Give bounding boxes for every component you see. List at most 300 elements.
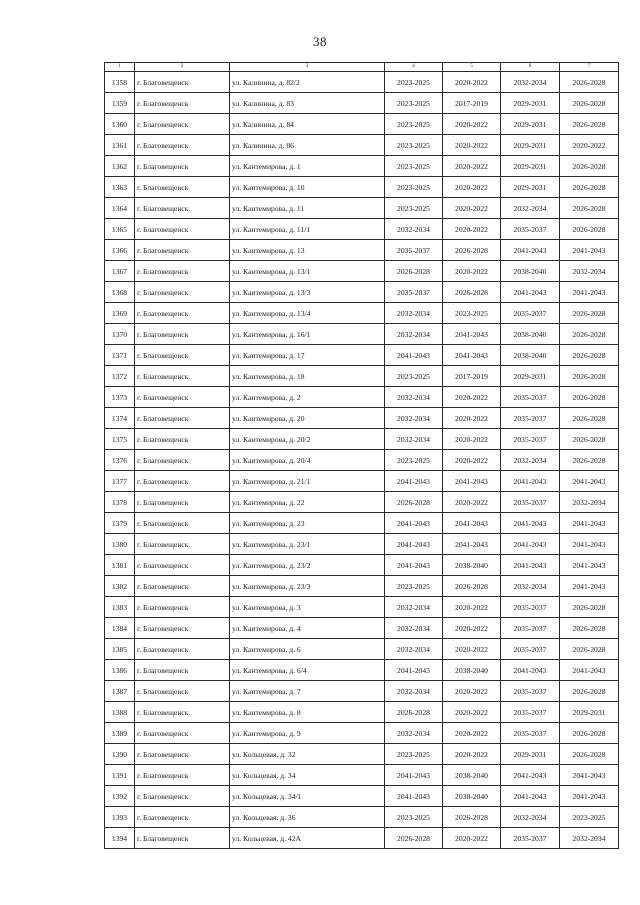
period-cell: 2035-2037: [501, 681, 560, 702]
row-number: 1382: [105, 576, 135, 597]
table-row: [105, 639, 619, 660]
period-cell: 2041-2043: [385, 513, 443, 534]
address-cell: ул. Кольцевая, д. 42А: [230, 828, 385, 849]
period-cell: 2041-2043: [560, 555, 619, 576]
period-cell: 2041-2043: [560, 660, 619, 681]
period-cell: 2032-2034: [385, 618, 443, 639]
period-cell: 2023-2025: [385, 135, 443, 156]
row-number: 1361: [105, 135, 135, 156]
period-cell: 2026-2028: [385, 261, 443, 282]
table-row: [105, 513, 619, 534]
period-cell: 2026-2028: [560, 723, 619, 744]
table-row: [105, 366, 619, 387]
row-number: 1363: [105, 177, 135, 198]
period-cell: 2032-2034: [501, 72, 560, 93]
table-row: [105, 702, 619, 723]
period-cell: 2041-2043: [385, 660, 443, 681]
period-cell: 2035-2037: [501, 828, 560, 849]
address-cell: ул. Кантемирова, д. 10: [230, 177, 385, 198]
period-cell: 2041-2043: [560, 471, 619, 492]
row-number: 1371: [105, 345, 135, 366]
city-cell: г. Благовещенск: [135, 72, 230, 93]
period-cell: 2026-2028: [560, 324, 619, 345]
period-cell: 2020-2022: [443, 828, 501, 849]
period-cell: 2041-2043: [385, 786, 443, 807]
address-cell: ул. Кольцевая, д. 36: [230, 807, 385, 828]
row-number: 1391: [105, 765, 135, 786]
row-number: 1387: [105, 681, 135, 702]
period-cell: 2026-2028: [560, 93, 619, 114]
period-cell: 2032-2034: [385, 324, 443, 345]
table-row: [105, 177, 619, 198]
period-cell: 2026-2028: [443, 807, 501, 828]
period-cell: 2026-2028: [560, 156, 619, 177]
period-cell: 2023-2025: [385, 366, 443, 387]
address-cell: ул. Кольцевая, д. 34: [230, 765, 385, 786]
period-cell: 2026-2028: [560, 198, 619, 219]
address-cell: ул. Калинина, д. 84: [230, 114, 385, 135]
table-row: [105, 303, 619, 324]
period-cell: 2020-2022: [443, 156, 501, 177]
table-row: [105, 72, 619, 93]
period-cell: 2032-2034: [501, 198, 560, 219]
table-row: [105, 240, 619, 261]
row-number: 1364: [105, 198, 135, 219]
period-cell: 2023-2025: [385, 72, 443, 93]
table-row: [105, 429, 619, 450]
period-cell: 2020-2022: [443, 597, 501, 618]
period-cell: 2041-2043: [560, 765, 619, 786]
period-cell: 2026-2028: [560, 681, 619, 702]
table-row: [105, 681, 619, 702]
row-number: 1360: [105, 114, 135, 135]
city-cell: г. Благовещенск: [135, 303, 230, 324]
period-cell: 2035-2037: [501, 618, 560, 639]
table-row: [105, 156, 619, 177]
address-cell: ул. Кантемирова, д. 20/2: [230, 429, 385, 450]
address-cell: ул. Кантемирова, д. 13/1: [230, 261, 385, 282]
period-cell: 2023-2025: [385, 156, 443, 177]
row-number: 1380: [105, 534, 135, 555]
city-cell: г. Благовещенск: [135, 765, 230, 786]
address-cell: ул. Кантемирова, д. 1: [230, 156, 385, 177]
period-cell: 2032-2034: [385, 387, 443, 408]
period-cell: 2035-2037: [501, 639, 560, 660]
address-cell: ул. Калинина, д. 83: [230, 93, 385, 114]
city-cell: г. Благовещенск: [135, 660, 230, 681]
period-cell: 2020-2022: [443, 492, 501, 513]
housing-repair-schedule-table: [104, 62, 619, 849]
row-number: 1389: [105, 723, 135, 744]
period-cell: 2041-2043: [501, 765, 560, 786]
period-cell: 2020-2022: [443, 219, 501, 240]
address-cell: ул. Кантемирова, д. 18: [230, 366, 385, 387]
period-cell: 2038-2040: [443, 765, 501, 786]
city-cell: г. Благовещенск: [135, 534, 230, 555]
table-row: [105, 345, 619, 366]
address-cell: ул. Кантемирова, д. 22: [230, 492, 385, 513]
table-row: [105, 387, 619, 408]
period-cell: 2023-2025: [385, 450, 443, 471]
table-row: [105, 198, 619, 219]
city-cell: г. Благовещенск: [135, 681, 230, 702]
period-cell: 2020-2022: [443, 72, 501, 93]
table-row: [105, 555, 619, 576]
period-cell: 2026-2028: [560, 450, 619, 471]
column-number: 4: [385, 63, 443, 72]
column-number: 3: [230, 63, 385, 72]
period-cell: 2032-2034: [501, 450, 560, 471]
period-cell: 2020-2022: [443, 429, 501, 450]
period-cell: 2035-2037: [501, 702, 560, 723]
period-cell: 2032-2034: [385, 597, 443, 618]
period-cell: 2032-2034: [560, 261, 619, 282]
address-cell: ул. Калинина, д. 82/2: [230, 72, 385, 93]
period-cell: 2041-2043: [385, 765, 443, 786]
city-cell: г. Благовещенск: [135, 450, 230, 471]
period-cell: 2026-2028: [560, 345, 619, 366]
period-cell: 2038-2040: [443, 660, 501, 681]
city-cell: г. Благовещенск: [135, 156, 230, 177]
period-cell: 2023-2025: [443, 303, 501, 324]
period-cell: 2041-2043: [501, 240, 560, 261]
period-cell: 2026-2028: [560, 219, 619, 240]
period-cell: 2035-2037: [501, 597, 560, 618]
period-cell: 2029-2031: [501, 135, 560, 156]
table-row: [105, 660, 619, 681]
address-cell: ул. Кантемирова, д. 13/4: [230, 303, 385, 324]
period-cell: 2017-2019: [443, 366, 501, 387]
row-number: 1390: [105, 744, 135, 765]
city-cell: г. Благовещенск: [135, 240, 230, 261]
period-cell: 2041-2043: [560, 534, 619, 555]
row-number: 1378: [105, 492, 135, 513]
period-cell: 2032-2034: [385, 429, 443, 450]
period-cell: 2023-2025: [385, 807, 443, 828]
address-cell: ул. Кантемирова, д. 23: [230, 513, 385, 534]
table-row: [105, 471, 619, 492]
table-row: [105, 492, 619, 513]
row-number: 1392: [105, 786, 135, 807]
table-row: [105, 135, 619, 156]
row-number: 1372: [105, 366, 135, 387]
city-cell: г. Благовещенск: [135, 723, 230, 744]
period-cell: 2026-2028: [560, 366, 619, 387]
period-cell: 2023-2025: [385, 576, 443, 597]
period-cell: 2032-2034: [560, 828, 619, 849]
period-cell: 2029-2031: [501, 744, 560, 765]
city-cell: г. Благовещенск: [135, 408, 230, 429]
page-number: 38: [313, 34, 327, 49]
address-cell: ул. Кольцевая, д. 32: [230, 744, 385, 765]
period-cell: 2038-2040: [443, 555, 501, 576]
period-cell: 2020-2022: [443, 639, 501, 660]
city-cell: г. Благовещенск: [135, 282, 230, 303]
row-number: 1375: [105, 429, 135, 450]
period-cell: 2041-2043: [560, 576, 619, 597]
period-cell: 2041-2043: [443, 345, 501, 366]
table-row: [105, 282, 619, 303]
period-cell: 2023-2025: [385, 177, 443, 198]
period-cell: 2026-2028: [560, 72, 619, 93]
row-number: 1358: [105, 72, 135, 93]
row-number: 1388: [105, 702, 135, 723]
period-cell: 2041-2043: [443, 471, 501, 492]
period-cell: 2035-2037: [385, 240, 443, 261]
period-cell: 2023-2025: [560, 807, 619, 828]
city-cell: г. Благовещенск: [135, 618, 230, 639]
address-cell: ул. Кантемирова, д. 11: [230, 198, 385, 219]
address-cell: ул. Кантемирова, д. 6/4: [230, 660, 385, 681]
row-number: 1376: [105, 450, 135, 471]
period-cell: 2020-2022: [443, 702, 501, 723]
row-number: 1393: [105, 807, 135, 828]
period-cell: 2026-2028: [385, 702, 443, 723]
period-cell: 2035-2037: [501, 303, 560, 324]
period-cell: 2026-2028: [560, 597, 619, 618]
row-number: 1394: [105, 828, 135, 849]
city-cell: г. Благовещенск: [135, 114, 230, 135]
period-cell: 2041-2043: [385, 534, 443, 555]
period-cell: 2032-2034: [385, 303, 443, 324]
city-cell: г. Благовещенск: [135, 786, 230, 807]
period-cell: 2032-2034: [560, 492, 619, 513]
city-cell: г. Благовещенск: [135, 639, 230, 660]
address-cell: ул. Кантемирова, д. 6: [230, 639, 385, 660]
table-row: [105, 450, 619, 471]
period-cell: 2041-2043: [560, 282, 619, 303]
period-cell: 2020-2022: [443, 681, 501, 702]
period-cell: 2026-2028: [443, 576, 501, 597]
period-cell: 2026-2028: [560, 114, 619, 135]
column-number: 2: [135, 63, 230, 72]
address-cell: ул. Кантемирова, д. 23/3: [230, 576, 385, 597]
period-cell: 2026-2028: [560, 303, 619, 324]
city-cell: г. Благовещенск: [135, 93, 230, 114]
period-cell: 2026-2028: [560, 429, 619, 450]
address-cell: ул. Кантемирова, д. 17: [230, 345, 385, 366]
address-cell: ул. Кантемирова, д. 8: [230, 702, 385, 723]
city-cell: г. Благовещенск: [135, 597, 230, 618]
period-cell: 2029-2031: [560, 702, 619, 723]
address-cell: ул. Кантемирова, д. 11/1: [230, 219, 385, 240]
period-cell: 2041-2043: [501, 555, 560, 576]
table-body: [105, 72, 619, 849]
period-cell: 2029-2031: [501, 93, 560, 114]
period-cell: 2020-2022: [443, 135, 501, 156]
period-cell: 2041-2043: [443, 534, 501, 555]
row-number: 1368: [105, 282, 135, 303]
city-cell: г. Благовещенск: [135, 177, 230, 198]
period-cell: 2032-2034: [385, 681, 443, 702]
period-cell: 2041-2043: [385, 345, 443, 366]
period-cell: 2032-2034: [501, 807, 560, 828]
table-row: [105, 744, 619, 765]
table-row: [105, 93, 619, 114]
city-cell: г. Благовещенск: [135, 345, 230, 366]
city-cell: г. Благовещенск: [135, 492, 230, 513]
table-row: [105, 765, 619, 786]
period-cell: 2032-2034: [385, 639, 443, 660]
row-number: 1379: [105, 513, 135, 534]
period-cell: 2026-2028: [560, 408, 619, 429]
period-cell: 2041-2043: [501, 282, 560, 303]
city-cell: г. Благовещенск: [135, 576, 230, 597]
period-cell: 2026-2028: [560, 387, 619, 408]
column-number-row: [105, 63, 619, 72]
city-cell: г. Благовещенск: [135, 744, 230, 765]
column-number: 5: [443, 63, 501, 72]
table-row: [105, 534, 619, 555]
row-number: 1370: [105, 324, 135, 345]
period-cell: 2029-2031: [501, 156, 560, 177]
period-cell: 2041-2043: [501, 660, 560, 681]
period-cell: 2041-2043: [443, 324, 501, 345]
period-cell: 2041-2043: [501, 534, 560, 555]
city-cell: г. Благовещенск: [135, 261, 230, 282]
period-cell: 2041-2043: [560, 240, 619, 261]
period-cell: 2026-2028: [443, 282, 501, 303]
period-cell: 2020-2022: [443, 450, 501, 471]
row-number: 1384: [105, 618, 135, 639]
table-row: [105, 597, 619, 618]
period-cell: 2035-2037: [501, 492, 560, 513]
period-cell: 2032-2034: [501, 576, 560, 597]
period-cell: 2023-2025: [385, 114, 443, 135]
period-cell: 2035-2037: [501, 219, 560, 240]
city-cell: г. Благовещенск: [135, 828, 230, 849]
row-number: 1377: [105, 471, 135, 492]
period-cell: 2041-2043: [501, 786, 560, 807]
city-cell: г. Благовещенск: [135, 555, 230, 576]
period-cell: 2041-2043: [501, 513, 560, 534]
period-cell: 2041-2043: [560, 786, 619, 807]
table-row: [105, 408, 619, 429]
period-cell: 2038-2040: [501, 261, 560, 282]
period-cell: 2038-2040: [501, 345, 560, 366]
address-cell: ул. Кантемирова, д. 21/1: [230, 471, 385, 492]
table-row: [105, 723, 619, 744]
table-row: [105, 576, 619, 597]
period-cell: 2041-2043: [385, 471, 443, 492]
city-cell: г. Благовещенск: [135, 135, 230, 156]
row-number: 1383: [105, 597, 135, 618]
city-cell: г. Благовещенск: [135, 513, 230, 534]
address-cell: ул. Кантемирова, д. 23/2: [230, 555, 385, 576]
row-number: 1373: [105, 387, 135, 408]
period-cell: 2032-2034: [385, 723, 443, 744]
address-cell: ул. Кантемирова, д. 3: [230, 597, 385, 618]
period-cell: 2038-2040: [501, 324, 560, 345]
address-cell: ул. Кантемирова, д. 7: [230, 681, 385, 702]
period-cell: 2041-2043: [501, 471, 560, 492]
address-cell: ул. Кантемирова, д. 4: [230, 618, 385, 639]
city-cell: г. Благовещенск: [135, 807, 230, 828]
address-cell: ул. Кантемирова, д. 20/4: [230, 450, 385, 471]
address-cell: ул. Кольцевая, д. 34/1: [230, 786, 385, 807]
city-cell: г. Благовещенск: [135, 702, 230, 723]
row-number: 1385: [105, 639, 135, 660]
period-cell: 2038-2040: [443, 786, 501, 807]
period-cell: 2026-2028: [560, 177, 619, 198]
period-cell: 2020-2022: [443, 723, 501, 744]
period-cell: 2020-2022: [443, 261, 501, 282]
period-cell: 2035-2037: [501, 408, 560, 429]
city-cell: г. Благовещенск: [135, 366, 230, 387]
city-cell: г. Благовещенск: [135, 471, 230, 492]
period-cell: 2035-2037: [501, 387, 560, 408]
address-cell: ул. Кантемирова, д. 2: [230, 387, 385, 408]
period-cell: 2020-2022: [443, 177, 501, 198]
city-cell: г. Благовещенск: [135, 429, 230, 450]
address-cell: ул. Кантемирова, д. 16/1: [230, 324, 385, 345]
address-cell: ул. Кантемирова, д. 13: [230, 240, 385, 261]
period-cell: 2020-2022: [443, 744, 501, 765]
period-cell: 2020-2022: [443, 198, 501, 219]
column-number: 7: [560, 63, 619, 72]
table-row: [105, 618, 619, 639]
period-cell: 2041-2043: [443, 513, 501, 534]
column-number: 6: [501, 63, 560, 72]
period-cell: 2029-2031: [501, 366, 560, 387]
period-cell: 2017-2019: [443, 93, 501, 114]
column-number: 1: [105, 63, 135, 72]
period-cell: 2041-2043: [385, 555, 443, 576]
period-cell: 2020-2022: [443, 114, 501, 135]
table-row: [105, 219, 619, 240]
address-cell: ул. Кантемирова, д. 20: [230, 408, 385, 429]
row-number: 1369: [105, 303, 135, 324]
period-cell: 2026-2028: [385, 828, 443, 849]
period-cell: 2029-2031: [501, 177, 560, 198]
table-row: [105, 807, 619, 828]
row-number: 1367: [105, 261, 135, 282]
period-cell: 2026-2028: [560, 639, 619, 660]
period-cell: 2023-2025: [385, 198, 443, 219]
period-cell: 2026-2028: [385, 492, 443, 513]
period-cell: 2026-2028: [560, 618, 619, 639]
period-cell: 2020-2022: [443, 408, 501, 429]
period-cell: 2023-2025: [385, 93, 443, 114]
city-cell: г. Благовещенск: [135, 219, 230, 240]
period-cell: 2023-2025: [385, 744, 443, 765]
row-number: 1365: [105, 219, 135, 240]
address-cell: ул. Кантемирова, д. 13/3: [230, 282, 385, 303]
period-cell: 2020-2022: [560, 135, 619, 156]
row-number: 1366: [105, 240, 135, 261]
address-cell: ул. Калинина, д. 86: [230, 135, 385, 156]
period-cell: 2020-2022: [443, 618, 501, 639]
table-row: [105, 828, 619, 849]
city-cell: г. Благовещенск: [135, 324, 230, 345]
period-cell: 2035-2037: [385, 282, 443, 303]
period-cell: 2032-2034: [385, 408, 443, 429]
table-row: [105, 114, 619, 135]
period-cell: 2035-2037: [501, 429, 560, 450]
city-cell: г. Благовещенск: [135, 387, 230, 408]
period-cell: 2020-2022: [443, 387, 501, 408]
period-cell: 2026-2028: [560, 744, 619, 765]
city-cell: г. Благовещенск: [135, 198, 230, 219]
row-number: 1362: [105, 156, 135, 177]
address-cell: ул. Кантемирова, д. 9: [230, 723, 385, 744]
row-number: 1386: [105, 660, 135, 681]
period-cell: 2032-2034: [385, 219, 443, 240]
row-number: 1374: [105, 408, 135, 429]
table-row: [105, 786, 619, 807]
address-cell: ул. Кантемирова, д. 23/1: [230, 534, 385, 555]
table-row: [105, 261, 619, 282]
